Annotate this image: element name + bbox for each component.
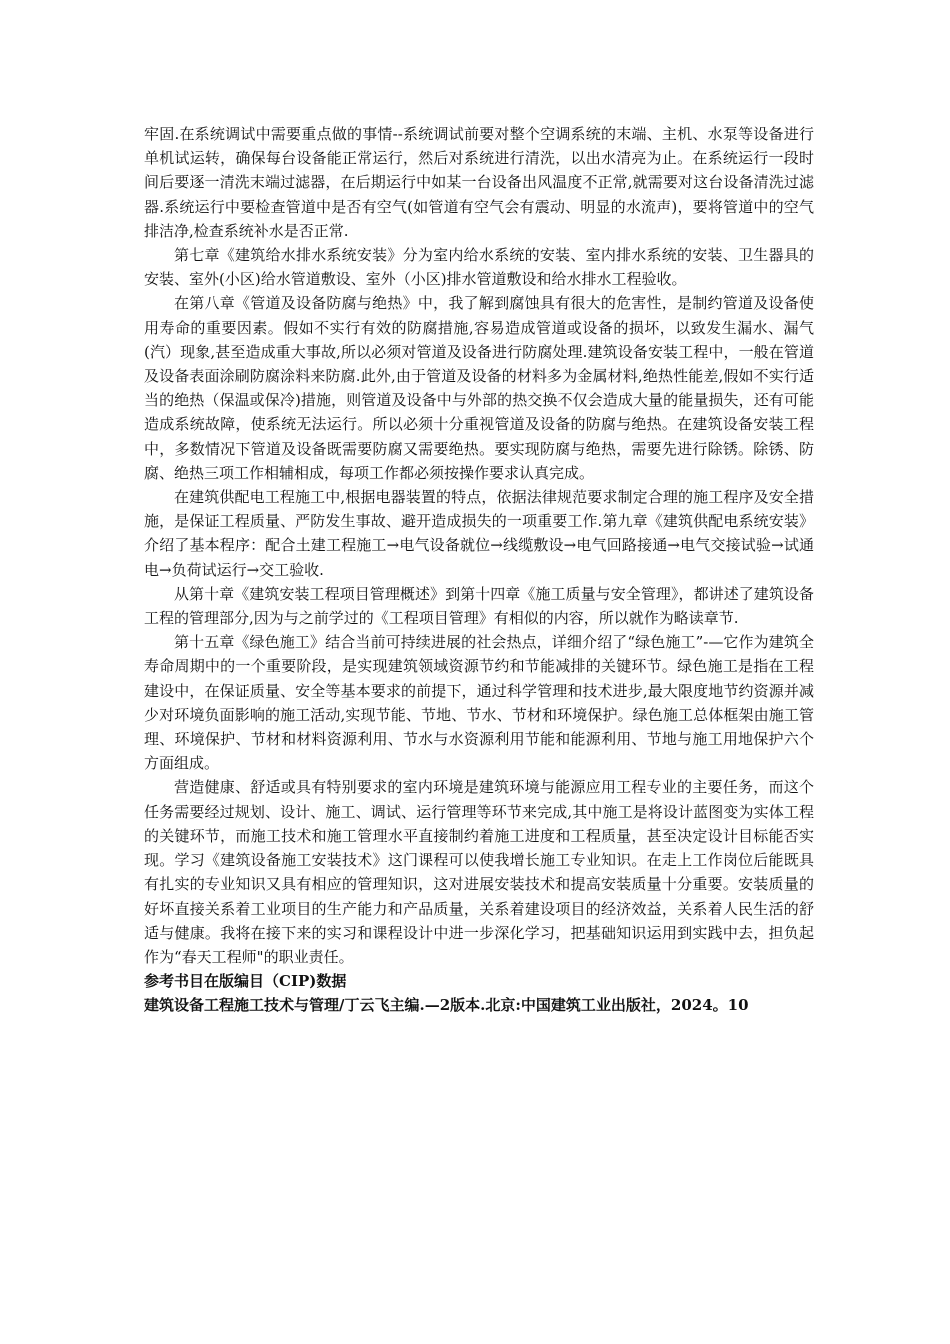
paragraph-chapter-7: 第七章《建筑给水排水系统安装》分为室内给水系统的安装、室内排水系统的安装、卫生器具的安装、室外(小区)给水管道敷设、室外（小区)排水管道敷设和给水排水工程验收。	[144, 246, 814, 289]
reference-citation: 建筑设备工程施工技术与管理/丁云飞主编.—2版本.北京:中国建筑工业出版社，2024。10	[144, 996, 749, 1015]
paragraph-chapter-9: 在建筑供配电工程施工中,根据电器装置的特点，依据法律规范要求制定合理的施工程序及安全措施，是保证工程质量、严防发生事故、避开造成损失的一项重要工作.第九章《建筑供配电系统安装》介绍了基本程序：配合土建工程施工→电气设备就位→线缆敷设→电气回路接通→电气交接试验→试通电→负荷试运行→交工验收.	[144, 488, 814, 579]
references-heading: 参考书目在版编目（CIP)数据	[144, 972, 347, 991]
document-body	[144, 122, 814, 1018]
paragraph-chapter-15: 第十五章《绿色施工》结合当前可持续进展的社会热点，详细介绍了“绿色施工”-—它作为建筑全寿命周期中的一个重要阶段，是实现建筑领域资源节约和节能减排的关键环节。绿色施工是指在工程建设中，在保证质量、安全等基本要求的前提下，通过科学管理和技术进步,最大限度地节约资源并减少对环境负面影响的施工活动,实现节能、节地、节水、节材和环境保护。绿色施工总体框架由施工管理、环境保护、节材和材料资源利用、节水与水资源利用节能和能源利用、节地与施工用地保护六个方面组成。	[144, 633, 814, 773]
paragraph-chapter-8: 在第八章《管道及设备防腐与绝热》中，我了解到腐蚀具有很大的危害性，是制约管道及设备使用寿命的重要因素。假如不实行有效的防腐措施,容易造成管道或设备的损坏，以致发生漏水、漏气(汽）现象,甚至造成重大事故,所以必须对管道及设备进行防腐处理.建筑设备安装工程中，一般在管道及设备表面涂刷防腐涂料来防腐.此外,由于管道及设备的材料多为金属材料,绝热性能差,假如不实行适当的绝热（保温或保冷)措施，则管道及设备中与外部的热交换不仅会造成大量的能量损失，还有可能造成系统故障，使系统无法运行。所以必须十分重视管道及设备的防腐与绝热。在建筑设备安装工程中，多数情况下管道及设备既需要防腐又需要绝热。要实现防腐与绝热，需要先进行除锈。除锈、防腐、绝热三项工作相辅相成，每项工作都必须按操作要求认真完成。	[144, 294, 814, 482]
paragraph-conclusion: 营造健康、舒适或具有特别要求的室内环境是建筑环境与能源应用工程专业的主要任务，而这个任务需要经过规划、设计、施工、调试、运行管理等环节来完成,其中施工是将设计蓝图变为实体工程的关键环节，而施工技术和施工管理水平直接制约着施工进度和工程质量，甚至决定设计目标能否实现。学习《建筑设备施工安装技术》这门课程可以使我增长施工专业知识。在走上工作岗位后能既具有扎实的专业知识又具有相应的管理知识，这对进展安装技术和提高安装质量十分重要。安装质量的好坏直接关系着工业项目的生产能力和产品质量，关系着建设项目的经济效益，关系着人民生活的舒适与健康。我将在接下来的实习和课程设计中进一步深化学习，把基础知识运用到实践中去，担负起作为“春天工程师"的职业责任。	[144, 778, 814, 966]
paragraph-system-debugging: 牢固.在系统调试中需要重点做的事情--系统调试前要对整个空调系统的末端、主机、水泵等设备进行单机试运转，确保每台设备能正常运行，然后对系统进行清洗，以出水清亮为止。在系统运行一段时间后要逐一清洗末端过滤器，在后期运行中如某一台设备出风温度不正常,就需要对这台设备清洗过滤器.系统运行中要检查管道中是否有空气(如管道有空气会有震动、明显的水流声)，要将管道中的空气排洁净,检查系统补水是否正常.	[144, 125, 814, 240]
paragraph-chapters-10-14: 从第十章《建筑安装工程项目管理概述》到第十四章《施工质量与安全管理》，都讲述了建筑设备工程的管理部分,因为与之前学过的《工程项目管理》有相似的内容，所以就作为略读章节.	[144, 584, 814, 628]
